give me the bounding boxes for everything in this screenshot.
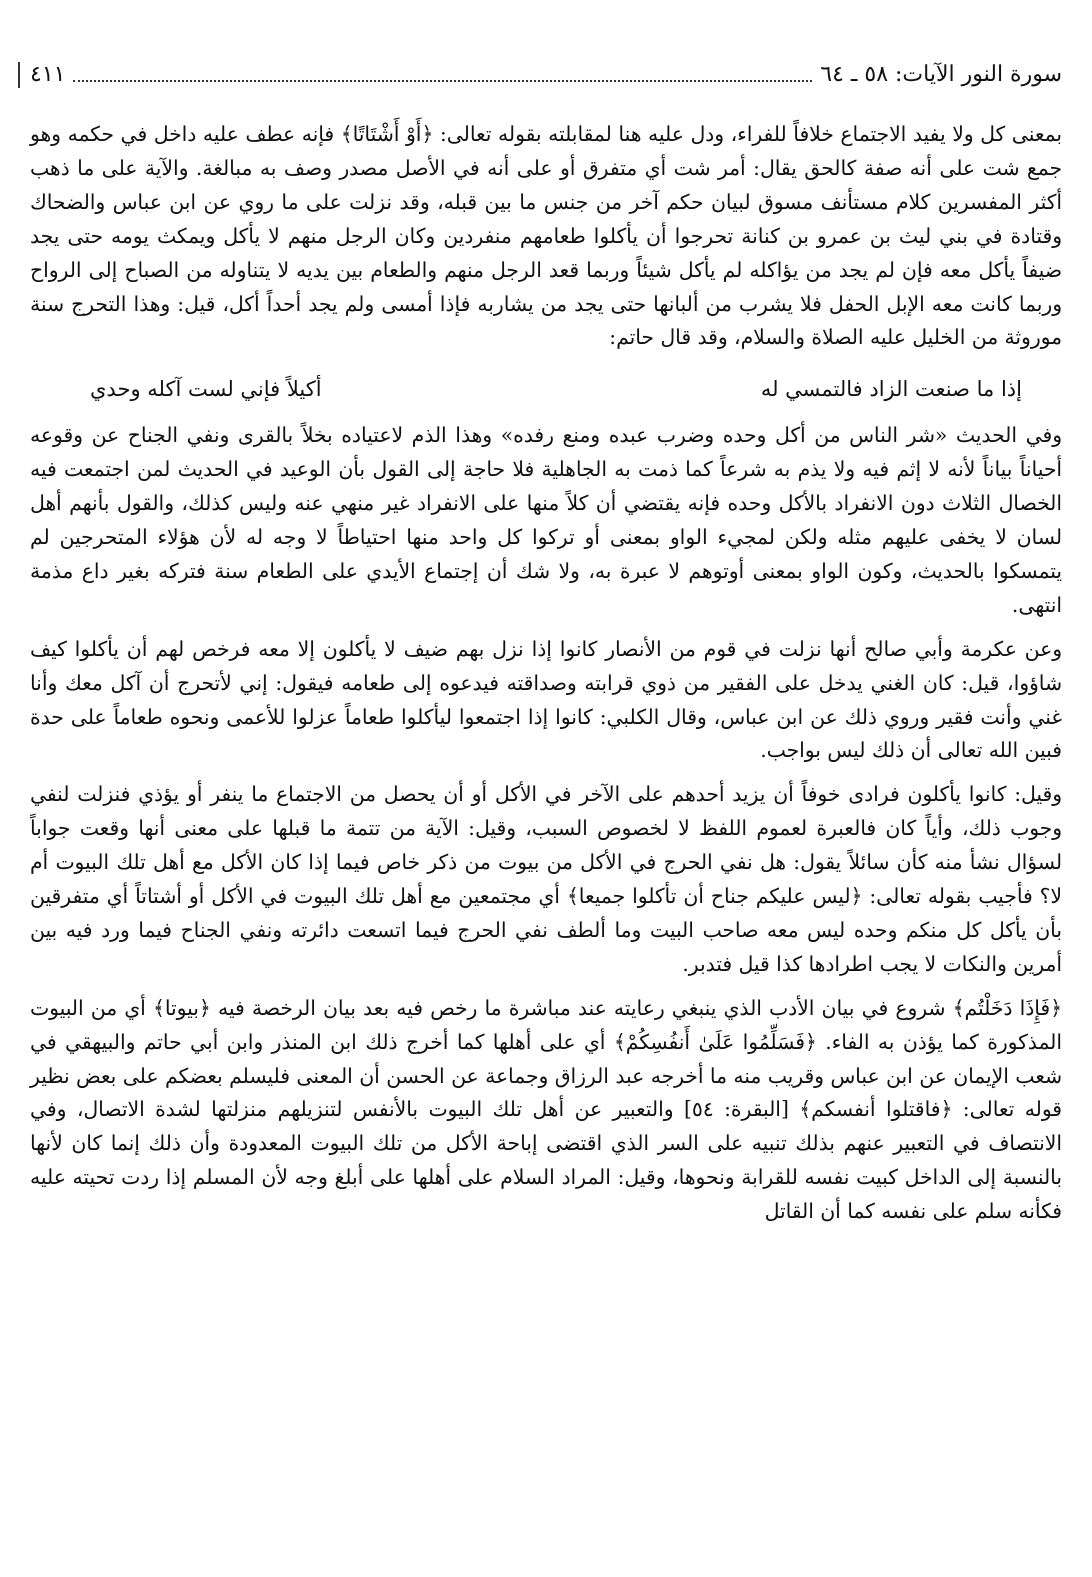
page-body (30, 118, 1062, 1557)
running-title: سورة النور الآيات: ٥٨ ـ ٦٤ (820, 61, 1062, 87)
page-header (30, 56, 1062, 92)
poem-hemistich-1: إذا ما صنعت الزاد فالتمسي له (760, 377, 1022, 402)
paragraph-3: وعن عكرمة وأبي صالح أنها نزلت في قوم من الأنصار كانوا إذا نزل بهم ضيف لا يأكلون إلا معه فرخص لهم أن يأكلوا كيف شاؤوا، قيل: كان الغني يدخل على الفقير من ذوي قرابته وصداقته فيدعوه إلى طعامه فيقول: إني لأتحرج أن آكل معك وأنا غني وأنت فقير وروي ذلك عن ابن عباس، وقال الكلبي: كانوا إذا اجتمعوا ليأكلوا طعاماً عزلوا للأعمى ونحوه طعاماً على حدة فبين الله تعالى أن ذلك ليس بواجب. (30, 636, 1062, 763)
poem-verse (30, 365, 1062, 419)
paragraph-1: بمعنى كل ولا يفيد الاجتماع خلافاً للفراء، ودل عليه هنا لمقابلته بقوله تعالى: ﴿أَوْ أَشْتَاتًا﴾ فإنه عطف عليه داخل في حكمه وهو جمع شت على أنه صفة كالحق يقال: أمر شت أي متفرق أو على أنه في الأصل مصدر وصف به مبالغة. والآية على ما ذهب أكثر المفسرين كلام مستأنف مسوق لبيان حكم آخر من جنس ما بين قبله، وقد نزلت على ما روي عن ابن عباس والضحاك وقتادة في بني ليث بن عمرو بن كنانة تحرجوا أن يأكلوا طعامهم منفردين وكان الرجل منهم لا يأكل ويمكث يومه حتى يجد ضيفاً يأكل معه فإن لم يجد من يؤاكله لم يأكل شيئاً وربما قعد الرجل منهم والطعام بين يديه لا يتناوله من الصباح إلى الرواح وربما كانت معه الإبل الحفل فلا يشرب من ألبانها حتى يجد من يشاربه فإذا أمسى ولم يجد أحداً أكل، قيل: وهذا التحرج سنة موروثة من الخليل عليه الصلاة والسلام، وقد قال حاتم: (30, 122, 1062, 350)
paragraph-5: ﴿فَإِذَا دَخَلْتُم﴾ شروع في بيان الأدب الذي ينبغي رعايته عند مباشرة ما رخص فيه بعد بيان الرخصة فيه ﴿بيوتا﴾ أي من البيوت المذكورة كما يؤذن به الفاء. ﴿فَسَلِّمُوا عَلَىٰ أَنفُسِكُمْ﴾ أي على أهلها كما أخرج ذلك ابن المنذر وابن أبي حاتم والبيهقي في شعب الإيمان عن ابن عباس وقريب منه ما أخرجه عبد الرزاق وجماعة عن الحسن أن المعنى فليسلم بعضكم على بعض نظير قوله تعالى: ﴿فاقتلوا أنفسكم﴾ [البقرة: ٥٤] والتعبير عن أهل تلك البيوت بالأنفس لتنزيلهم منزلتها لشدة الاتصال، وفي الانتصاف في التعبير عنهم بذلك تنبيه على السر الذي اقتضى إباحة الأكل من تلك البيوت المعدودة وأن ذلك إنما كان لأنها بالنسبة إلى الداخل كبيت نفسه للقرابة ونحوها، وقيل: المراد السلام على أهلها على أبلغ وجه لأن المسلم إذا ردت تحيته عليه فكأنه سلم على نفسه كما أن القاتل (30, 995, 1062, 1224)
margin-rule (18, 62, 20, 88)
document-page (30, 0, 1062, 1577)
poem-hemistich-2: أكيلاً فإني لست آكله وحدي (90, 377, 322, 402)
dotted-leader (73, 66, 812, 82)
page-number: ٤١١ (30, 61, 66, 87)
paragraph-4: وقيل: كانوا يأكلون فرادى خوفاً أن يزيد أحدهم على الآخر في الأكل أو أن يحصل من الاجتماع ما ينفر أو يؤذي فنزلت لنفي وجوب ذلك، وأياً كان فالعبرة لعموم اللفظ لا لخصوص السبب، وقيل: الآية من تتمة ما قبلها على معنى أنها وقعت جواباً لسؤال نشأ منه كأن سائلاً يقول: هل نفي الحرج في الأكل من بيوت من ذكر خاص فيما إذا كان الأكل مع أهل تلك البيوت أم لا؟ فأجيب بقوله تعالى: ﴿ليس عليكم جناح أن تأكلوا جميعا﴾ أي مجتمعين مع أهل تلك البيوت في الأكل أو أشتاتاً أي متفرقين بأن يأكل كل منكم وحده ليس معه صاحب البيت وما ألطف نفي الحرج فيما اتسعت دائرته ونفي الجناح فيما ورد فيه بين أمرين والنكات لا يجب اطرادها كذا قيل فتدبر. (30, 782, 1062, 976)
paragraph-2: وفي الحديث «شر الناس من أكل وحده وضرب عبده ومنع رفده» وهذا الذم لاعتياده بخلاً بالقرى ونفي الجناح عن وقوعه أحياناً بياناً لأنه لا إثم فيه ولا يذم به شرعاً كما ذمت به الجاهلية فلا حاجة إلى القول بأن الوعيد في الحديث لمن اجتمعت فيه الخصال الثلاث دون الانفراد بالأكل وحده فإنه يقتضي أن كلاً منها على الانفراد غير منهي عنه وليس كذلك، والقول بأنهم أهل لسان لا يخفى عليهم مثله ولكن لمجيء الواو بمعنى أو تركوا كل واحد منها احتياطاً لا وجه له لأن هؤلاء المتحرجين لم يتمسكوا بالحديث، وكون الواو بمعنى أوتوهم لا عبرة به، ولا شك أن إجتماع الأيدي على الطعام سنة فتركه بغير داع مذمة انتهى. (30, 423, 1062, 617)
